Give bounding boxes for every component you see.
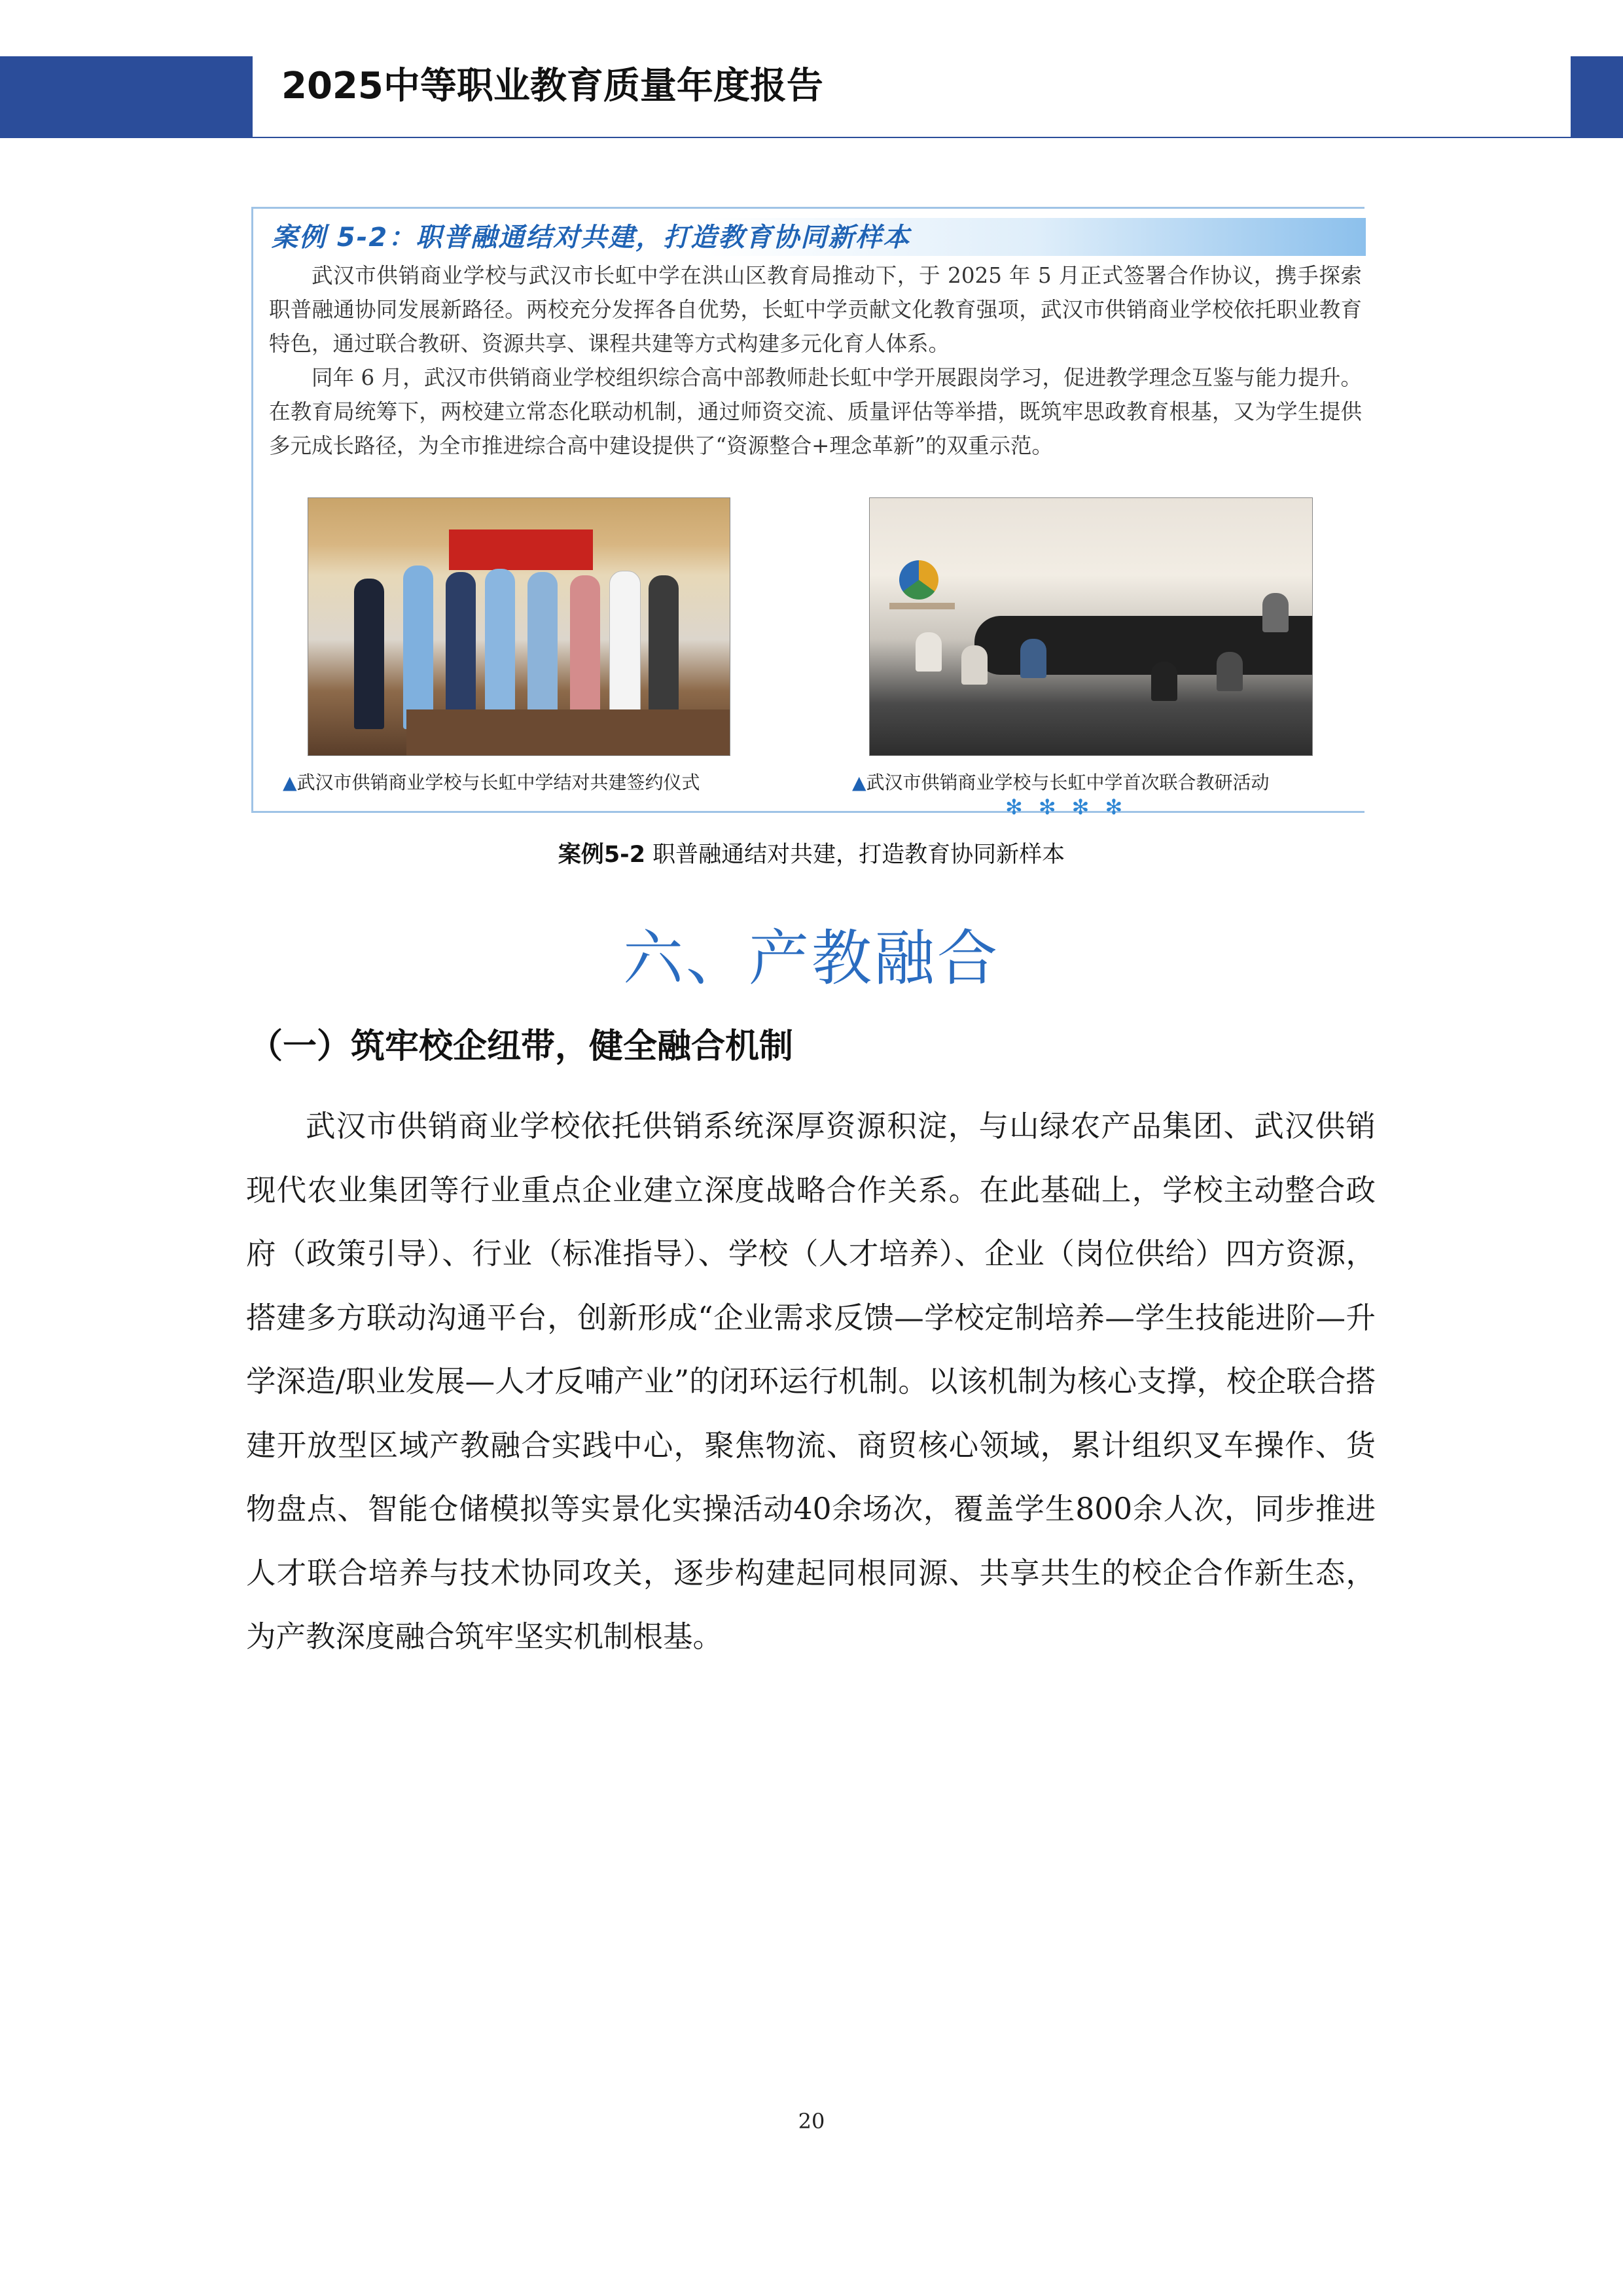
signing-ceremony-photo (308, 497, 730, 756)
red-banner (449, 529, 593, 570)
section-title: 六、产教融合 (622, 924, 1000, 994)
person (446, 572, 476, 729)
case-caption-label: 案例5-2 (558, 842, 646, 868)
caption-marker-icon: ▲ (283, 772, 297, 793)
page-number: 20 (798, 2109, 825, 2134)
person (527, 572, 558, 729)
person (485, 569, 515, 729)
photo2-caption-text: 武汉市供销商业学校与长虹中学首次联合教研活动 (866, 772, 1270, 793)
body-text (246, 1094, 1376, 1669)
case-paragraph: 同年 6 月，武汉市供销商业学校组织综合高中部教师赴长虹中学开展跟岗学习，促进教学理念互鉴与能力提升。在教育局统筹下，两校建立常态化联动机制，通过师资交流、质量评估等举措，既筑牢思政教育根基，又为学生提供多元成长路径，为全市推进综合高中建设提供了“资源整合+理念革新”的双重示范。 (269, 365, 1362, 458)
caption-marker-icon: ▲ (852, 772, 866, 793)
body-paragraph: 武汉市供销商业学校依托供销系统深厚资源积淀，与山绿农产品集团、武汉供销现代农业集团等行业重点企业建立深度战略合作关系。在此基础上，学校主动整合政府（政策引导）、行业（标准指导）、学校（人才培养）、企业（岗位供给）四方资源，搭建多方联动沟通平台，创新形成“企业需求反馈—学校定制培养—学生技能进阶—升学深造/职业发展—人才反哺产业”的闭环运行机制。以该机制为核心支撑，校企联合搭建开放型区域产教融合实践中心，聚焦物流、商贸核心领域，累计组织叉车操作、货物盘点、智能仓储模拟等实景化实操活动40余场次，覆盖学生800余人次，同步推进人才联合培养与技术协同攻关，逐步构建起同根同源、共享共生的校企合作新生态，为产教深度融合筑牢坚实机制根基。 (246, 1109, 1376, 1654)
person (1020, 639, 1046, 678)
school-logo-icon (899, 560, 938, 600)
person (916, 632, 942, 672)
header-accent-bar-right (1571, 56, 1623, 138)
person (570, 575, 600, 729)
person (1262, 593, 1289, 632)
person (354, 579, 384, 729)
photo1-caption (283, 770, 700, 796)
header-rule (253, 137, 1571, 138)
case-title: 案例 5-2：职普融通结对共建，打造教育协同新样本 (272, 223, 911, 253)
person (1151, 662, 1177, 701)
case-caption-text: 职普融通结对共建，打造教育协同新样本 (645, 842, 1065, 868)
signing-table (406, 709, 730, 755)
photo2-caption (852, 770, 1270, 796)
subsection-title: （一）筑牢校企纽带，健全融合机制 (249, 1027, 794, 1066)
joint-research-photo (869, 497, 1313, 756)
flower-decoration-icon: ✻✻✻✻ (1005, 795, 1139, 819)
person (403, 565, 433, 729)
report-title: 2025中等职业教育质量年度报告 (281, 65, 823, 107)
person (649, 575, 679, 729)
person (961, 645, 988, 685)
person (1217, 652, 1243, 691)
case-paragraph: 武汉市供销商业学校与武汉市长虹中学在洪山区教育局推动下，于 2025 年 5 月正式签署合作协议，携手探索职普融通协同发展新路径。两校充分发挥各自优势，长虹中学贡献文化教育强项，武汉市供销商业学校依托职业教育特色，通过联合教研、资源共享、课程共建等方式构建多元化育人体系。 (269, 263, 1362, 356)
case-caption (0, 836, 1623, 873)
header-accent-bar-left (0, 56, 253, 138)
school-logo-text-strip (889, 603, 955, 609)
person (609, 571, 641, 729)
photo1-caption-text: 武汉市供销商业学校与长虹中学结对共建签约仪式 (296, 772, 700, 793)
case-text (269, 259, 1362, 463)
